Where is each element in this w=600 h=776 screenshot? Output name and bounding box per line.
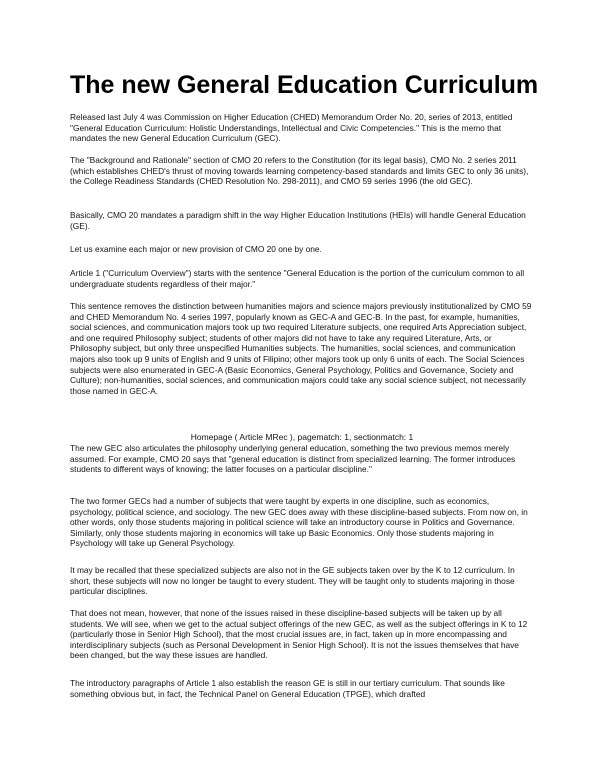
paragraph-former-gecs: The two former GECs had a number of subjects that were taught by experts in one discipline, such as economics, psychology, political science, and sociology. The new GEC does away with these discipline-based subjects. From now on, in other words, only those students majoring in political science will take an introductory course in Politics and Governance. Similarly, only those students majoring in economics will take up Basic Economics. Only those students majoring in Psychology will take up General Psychology. bbox=[70, 496, 528, 549]
paragraph-paradigm-shift: Basically, CMO 20 mandates a paradigm shift in the way Higher Education Institutions (HEIs) will handle General Education (GE). bbox=[70, 210, 526, 231]
paragraph-intro: Released last July 4 was Commission on Higher Education (CHED) Memorandum Order No. 20, series of 2013, entitled "General Education Curriculum: Holistic Understandings, Intellectual and Civic Competencies." This is the memo that mandates the new General Education Curriculum (GEC). bbox=[70, 112, 513, 144]
paragraph-specialized: It may be recalled that these specialized subjects are also not in the GE subjects taken over by the K to 12 curriculum. In short, these subjects will now no longer be taught to every student. They will be taught only to students majoring in those particular disciplines. bbox=[70, 565, 515, 597]
paragraph-examine: Let us examine each major or new provision of CMO 20 one by one. bbox=[70, 244, 322, 254]
paragraph-issues: That does not mean, however, that none of the issues raised in these discipline-based subjects will be taken up by all students. We will see, when we get to the actual subject offerings of the new GEC, as well as the subject offerings in K to 12 (particularly those in Senior High School), that the most crucial issues are, in fact, taken up in more encompassing and interdisciplinary subjects (such as Personal Development in Senior High School). It is not the issues themselves that have been changed, but the way these issues are handled. bbox=[70, 608, 528, 661]
paragraph-background: The "Background and Rationale" section of CMO 20 refers to the Constitution (for its legal basis), CMO No. 2 series 2011 (which establishes CHED's thrust of moving towards learning competency-based standards and limits GEC to only 36 units), the College Readiness Standards (CHED Resolution No. 298-2011), and CMO 59 series 1996 (the old GEC). bbox=[70, 155, 529, 187]
paragraph-distinction: This sentence removes the distinction between humanities majors and science majors previously institutionalized by CMO 59 and CHED Memorandum No. 4 series 1997, popularly known as GEC-A and GEC-B. In the past, for example, humanities, social sciences, and communication majors took up two required Literature subjects, one required Arts Appreciation subject, and one required Philosophy subject; students of other majors did not have to take any required Literature, Arts, or Philosophy subject, but only three unspecified Humanities subjects. The humanities, social sciences, and communication majors also took up 9 units of English and 9 units of Filipino; other majors took up only 6 units of each. The Social Sciences subjects were also enumerated in GEC-A (Basic Economics, General Psychology, Politics and Governance, Society and Culture); non-humanities, social sciences, and communication majors could take any social science subject, not necessarily those named in GEC-A. bbox=[70, 301, 532, 396]
paragraph-philosophy: The new GEC also articulates the philosophy underlying general education, something the two previous memos merely assumed. For example, CMO 20 says that "general education is distinct from specialized learning. The former introduces students to different ways of knowing; the latter focuses on a particular discipline." bbox=[70, 443, 516, 475]
paragraph-article-1: Article 1 ("Curriculum Overview") starts with the sentence "General Education is the portion of the curriculum common to all undergraduate students regardless of their major." bbox=[70, 268, 525, 289]
page-title: The new General Education Curriculum bbox=[70, 71, 539, 99]
ad-marker: Homepage ( Article MRec ), pagematch: 1, sectionmatch: 1 bbox=[190, 432, 414, 442]
paragraph-introductory: The introductory paragraphs of Article 1 also establish the reason GE is still in our tertiary curriculum. That sounds like something obvious but, in fact, the Technical Panel on General Education (TPGE), which drafted bbox=[70, 678, 505, 699]
